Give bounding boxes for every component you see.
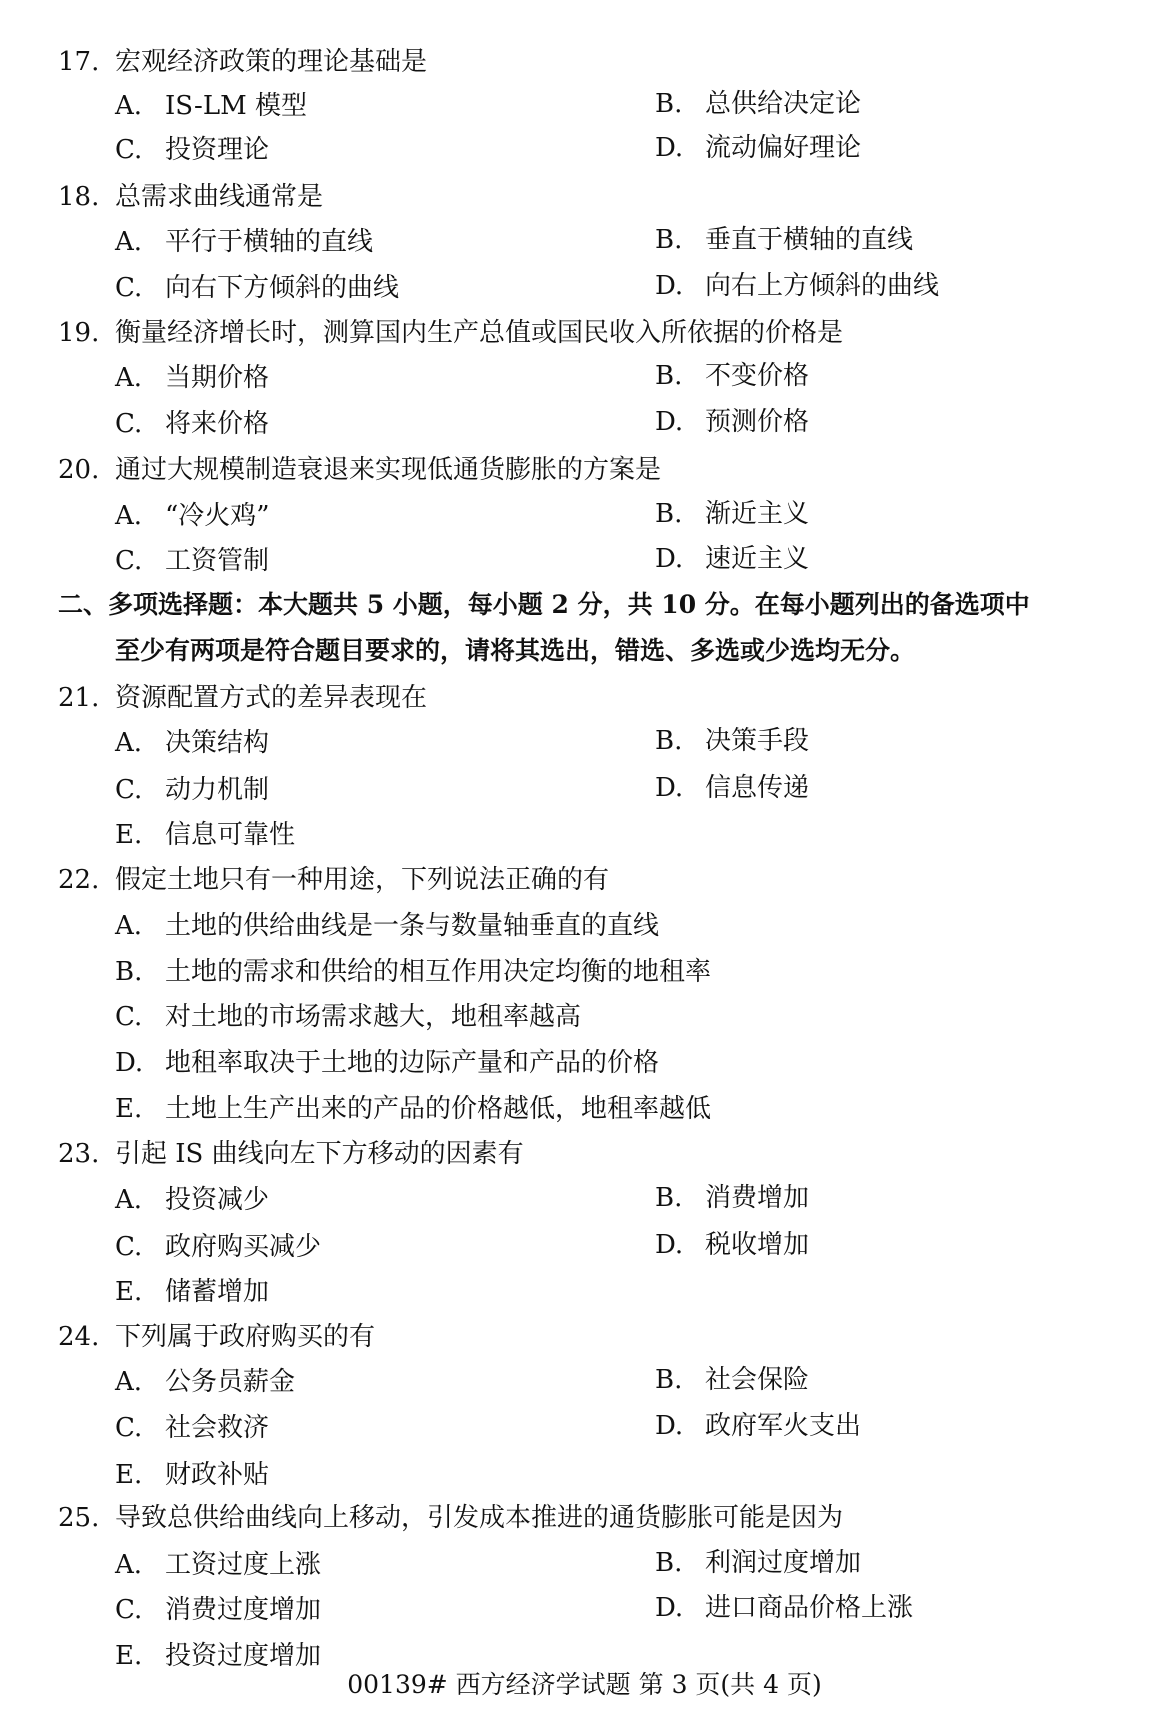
option-b: B. 决策手段 <box>655 726 810 756</box>
question-20 <box>0 450 1169 490</box>
option-e: E. 财政补贴 <box>115 1460 270 1490</box>
option-b: B. 不变价格 <box>655 361 810 391</box>
option-d: D. 预测价格 <box>655 407 810 437</box>
question-number: 19. <box>58 318 100 348</box>
option-a: A. 决策结构 <box>115 728 270 758</box>
question-text: 宏观经济政策的理论基础是 <box>115 47 428 77</box>
question-text: 引起 IS 曲线向左下方移动的因素有 <box>115 1139 524 1169</box>
option-c: C. 政府购买减少 <box>115 1232 322 1262</box>
question-text: 下列属于政府购买的有 <box>115 1322 376 1352</box>
option-d: D. 地租率取决于土地的边际产量和产品的价格 <box>115 1048 660 1078</box>
question-number: 23. <box>58 1139 100 1169</box>
option-b: B. 渐近主义 <box>655 499 810 529</box>
option-d: D. 政府军火支出 <box>655 1411 862 1441</box>
question-22 <box>0 860 1169 900</box>
option-a: A. IS-LM 模型 <box>115 91 307 121</box>
option-a: A. “冷火鸡” <box>115 501 270 531</box>
question-text: 导致总供给曲线向上移动，引发成本推进的通货膨胀可能是因为 <box>115 1503 844 1533</box>
option-a: A. 平行于横轴的直线 <box>115 227 374 257</box>
option-b: B. 消费增加 <box>655 1183 810 1213</box>
page-footer: 00139# 西方经济学试题 第 3 页(共 4 页) <box>347 1670 822 1699</box>
option-b: B. 垂直于横轴的直线 <box>655 225 914 255</box>
option-e: E. 土地上生产出来的产品的价格越低，地租率越低 <box>115 1094 712 1124</box>
question-text: 总需求曲线通常是 <box>115 182 324 212</box>
option-b: B. 土地的需求和供给的相互作用决定均衡的地租率 <box>115 957 712 987</box>
question-number: 21. <box>58 683 100 713</box>
option-b: B. 社会保险 <box>655 1365 810 1395</box>
option-c: C. 动力机制 <box>115 775 270 805</box>
section-heading-line2: 至少有两项是符合题目要求的，请将其选出，错选、多选或少选均无分。 <box>115 636 916 665</box>
question-number: 25. <box>58 1503 100 1533</box>
option-d: D. 向右上方倾斜的曲线 <box>655 271 940 301</box>
option-b: B. 利润过度增加 <box>655 1548 862 1578</box>
option-b: B. 总供给决定论 <box>655 89 862 119</box>
question-text: 假定土地只有一种用途，下列说法正确的有 <box>115 865 610 895</box>
option-a: A. 投资减少 <box>115 1185 270 1215</box>
option-d: D. 进口商品价格上涨 <box>655 1593 914 1623</box>
question-21 <box>0 678 1169 718</box>
question-25 <box>0 1498 1169 1538</box>
option-a: A. 工资过度上涨 <box>115 1550 322 1580</box>
option-c: C. 消费过度增加 <box>115 1595 322 1625</box>
question-17 <box>0 42 1169 82</box>
option-c: C. 工资管制 <box>115 546 270 576</box>
option-c: C. 对土地的市场需求越大，地租率越高 <box>115 1002 582 1032</box>
question-number: 18. <box>58 182 100 212</box>
question-24 <box>0 1317 1169 1357</box>
option-e: E. 储蓄增加 <box>115 1277 270 1307</box>
option-c: C. 社会救济 <box>115 1413 270 1443</box>
option-c: C. 向右下方倾斜的曲线 <box>115 273 400 303</box>
section-heading-line1: 二、多项选择题：本大题共 5 小题，每小题 2 分，共 10 分。在每小题列出的备选项中 <box>58 590 1030 619</box>
question-number: 17. <box>58 47 100 77</box>
question-23 <box>0 1134 1169 1174</box>
question-number: 22. <box>58 865 100 895</box>
option-a: A. 公务员薪金 <box>115 1367 296 1397</box>
option-d: D. 税收增加 <box>655 1230 810 1260</box>
option-e: E. 投资过度增加 <box>115 1641 322 1671</box>
option-c: C. 投资理论 <box>115 135 270 165</box>
question-text: 衡量经济增长时，测算国内生产总值或国民收入所依据的价格是 <box>115 318 844 348</box>
question-text: 通过大规模制造衰退来实现低通货膨胀的方案是 <box>115 455 662 485</box>
option-a: A. 当期价格 <box>115 363 270 393</box>
option-e: E. 信息可靠性 <box>115 820 296 850</box>
question-18 <box>0 177 1169 217</box>
option-c: C. 将来价格 <box>115 409 270 439</box>
option-d: D. 信息传递 <box>655 773 810 803</box>
question-number: 24. <box>58 1322 100 1352</box>
option-d: D. 速近主义 <box>655 544 810 574</box>
question-text: 资源配置方式的差异表现在 <box>115 683 428 713</box>
question-19 <box>0 313 1169 353</box>
option-a: A. 土地的供给曲线是一条与数量轴垂直的直线 <box>115 911 660 941</box>
option-d: D. 流动偏好理论 <box>655 133 862 163</box>
question-number: 20. <box>58 455 100 485</box>
